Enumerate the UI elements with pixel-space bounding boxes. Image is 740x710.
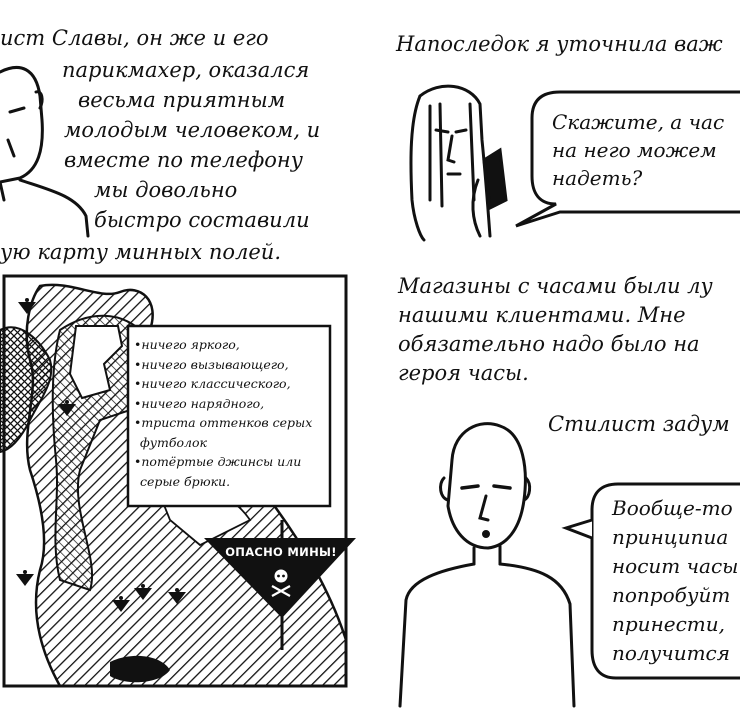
bubble-line: носит часы xyxy=(612,554,739,578)
bubble-2-text xyxy=(612,494,738,668)
bubble-line: получится xyxy=(612,641,730,665)
top-narration: Напоследок я уточнила важ xyxy=(396,32,723,56)
bubble-line: надеть? xyxy=(552,166,643,190)
narration-line: героя часы. xyxy=(398,361,529,385)
bubble-line: принести, xyxy=(612,612,725,636)
stylist-figure xyxy=(400,424,574,706)
map-note-item: • ничего вызывающего, xyxy=(134,355,324,375)
narration-line: нашими клиентами. Мне xyxy=(398,303,686,327)
bubble-line: попробуйт xyxy=(612,583,731,607)
danger-sign-label: ОПАСНО МИНЫ! xyxy=(225,545,337,559)
map-note-item: • триста оттенков серых футболок xyxy=(134,413,324,452)
narration-line: быстро составили xyxy=(94,208,310,232)
stylist-caption: Стилист задум xyxy=(548,412,730,436)
map-note-list xyxy=(134,335,324,491)
bubble-line: на него можем xyxy=(552,138,717,162)
map-note-item: • потёртые джинсы или серые брюки. xyxy=(134,452,324,491)
map-note-item: • ничего яркого, xyxy=(134,335,324,355)
bubble-line: принципиа xyxy=(612,525,729,549)
narration-line: Магазины с часами были лу xyxy=(398,274,713,298)
narration-line: вместе по телефону xyxy=(64,148,303,172)
narration-line: мы довольно xyxy=(94,178,238,202)
narration-line: ист Славы, он же и его xyxy=(0,26,269,50)
map-note-item: • ничего классического, xyxy=(134,374,324,394)
bubble-line: Вообще-то xyxy=(612,496,733,520)
narration-line: молодым человеком, и xyxy=(64,118,321,142)
map-note-item: • ничего нарядного, xyxy=(134,394,324,414)
narrator-figure xyxy=(411,86,506,240)
narration-line: парикмахер, оказался xyxy=(62,58,310,82)
bubble-1-text xyxy=(552,108,724,192)
narration-line: весьма приятным xyxy=(78,88,286,112)
bubble-line: Скажите, а час xyxy=(552,110,725,134)
narration-line: ую карту минных полей. xyxy=(0,240,282,264)
narration-line: обязательно надо было на xyxy=(398,332,700,356)
middle-narration xyxy=(398,272,713,388)
